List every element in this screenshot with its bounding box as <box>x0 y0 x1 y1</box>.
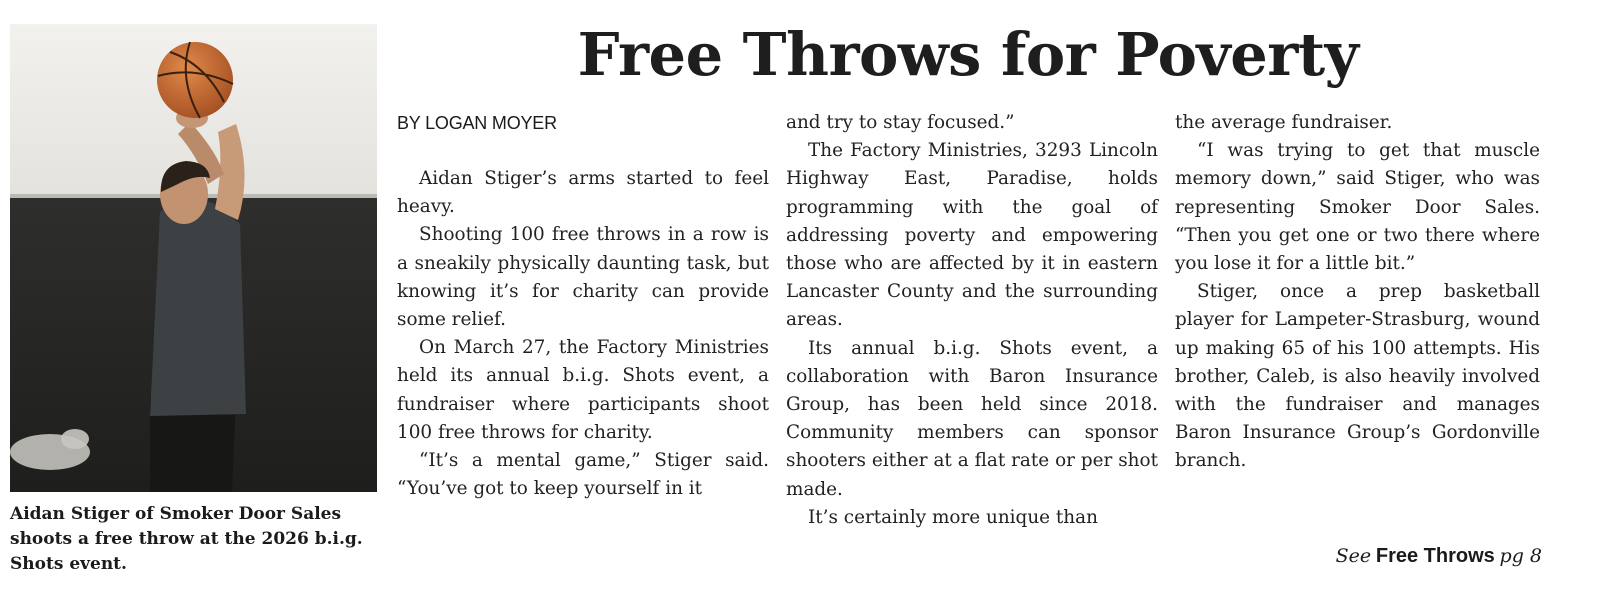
paragraph: “It’s a mental game,” Stiger said. “You’ve got to keep yourself in it <box>397 450 769 500</box>
article-column-3 <box>1175 109 1540 476</box>
article-column-2 <box>786 109 1158 532</box>
paragraph: Stiger, once a prep basketball player for Lampeter-Strasburg, wound up making 65 of his 100 attempts. His brother, Caleb, is also heavily involved with the fundraiser and manages Baron Insurance Group’s Gordonville branch. <box>1175 281 1540 472</box>
byline: BY LOGAN MOYER <box>397 113 557 133</box>
photo-caption: Aidan Stiger of Smoker Door Sales shoots a free throw at the 2026 b.i.g. Shots event. <box>10 504 363 574</box>
paragraph: Its annual b.i.g. Shots event, a collaboration with Baron Insurance Group, has been held since 2018. Community members can sponsor shooters either at a flat rate or per shot made. <box>786 337 1158 500</box>
paragraph: “I was trying to get that muscle memory down,” said Stiger, who was representing Smoker Door Sales. “Then you get one or two there where you lose it for a little bit.” <box>1175 140 1540 275</box>
paragraph: The Factory Ministries, 3293 Lincoln Highway East, Paradise, holds programming with the goal of addressing poverty and empowering those who are affected by it in eastern Lancaster County and the surrounding areas. <box>786 140 1158 331</box>
jump-prefix: See <box>1335 545 1372 567</box>
jump-page: pg 8 <box>1499 545 1542 567</box>
article-photo <box>10 24 377 492</box>
jump-title: Free Throws <box>1375 545 1495 567</box>
paragraph: On March 27, the Factory Ministries held its annual b.i.g. Shots event, a fundraiser where participants shoot 100 free throws for charity. <box>397 337 769 443</box>
article-column-1 <box>397 109 769 503</box>
paragraph-continued: and try to stay focused.” <box>786 112 1015 133</box>
headline: Free Throws for Poverty <box>577 20 1359 89</box>
paragraph: Shooting 100 free throws in a row is a sneakily physically daunting task, but knowing it’s for charity can provide some relief. <box>397 224 769 331</box>
jump-reference[interactable] <box>1336 545 1542 568</box>
paragraph-continued: the average fundraiser. <box>1175 112 1393 133</box>
paragraph: It’s certainly more unique than <box>808 506 1098 528</box>
paragraph: Aidan Stiger’s arms started to feel heavy. <box>397 168 769 218</box>
